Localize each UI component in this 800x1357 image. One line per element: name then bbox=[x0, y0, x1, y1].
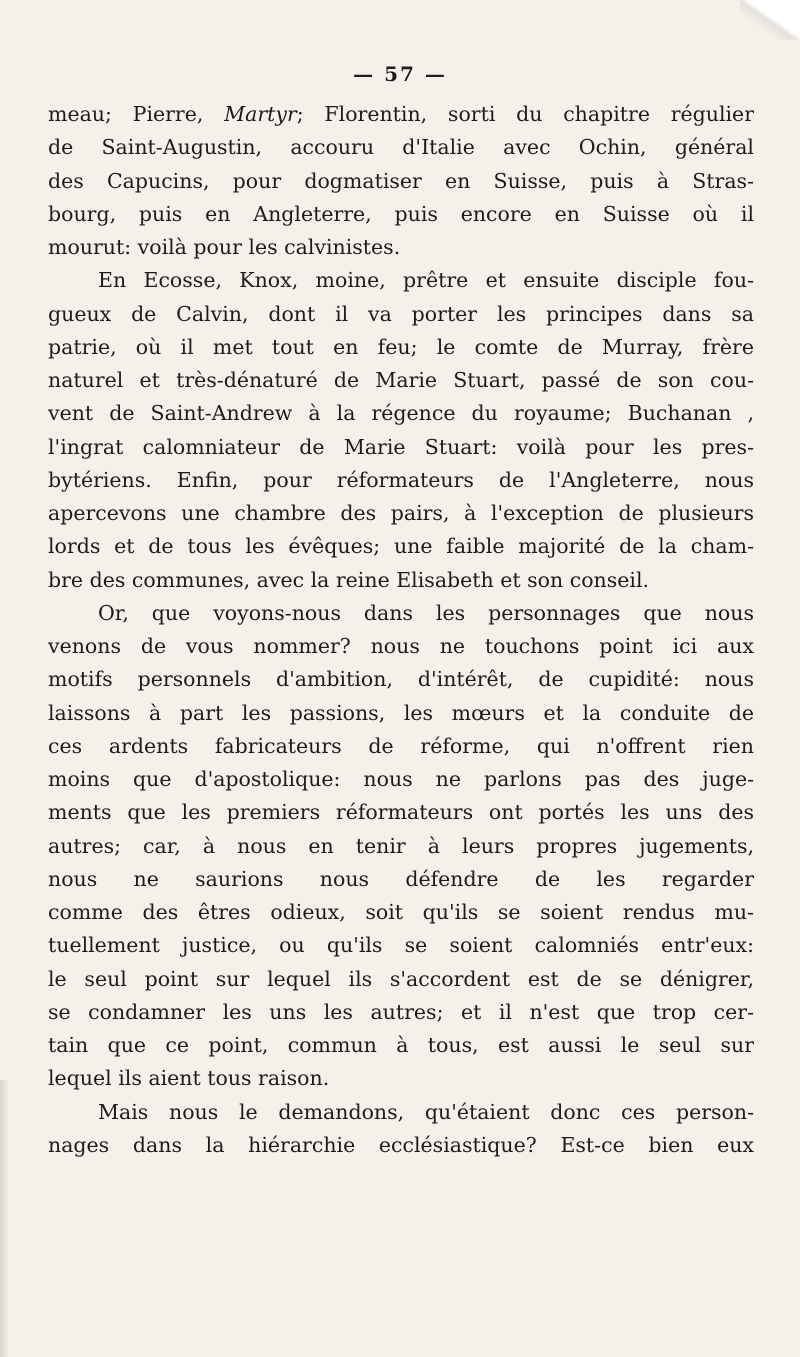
text-line: des Capucins, pour dogmatiser en Suisse, puis à Stras- bbox=[48, 168, 754, 193]
text-line: naturel et très-dénaturé de Marie Stuart, passé de son cou- bbox=[48, 368, 754, 392]
text-line: Mais nous le demandons, qu'étaient donc ces person- bbox=[98, 1099, 754, 1124]
text-line: de Saint-Augustin, accouru d'Italie avec Ochin, général bbox=[48, 135, 754, 160]
text-line: gueux de Calvin, dont il va porter les principes dans sa bbox=[48, 301, 754, 326]
text-line: lequel ils aient tous raison. bbox=[48, 1066, 330, 1091]
text-line: autres; car, à nous en tenir à leurs propres jugements, bbox=[48, 833, 754, 858]
text-line: mourut: voilà pour les calvinistes. bbox=[48, 235, 401, 259]
text-line: l'ingrat calomniateur de Marie Stuart: voilà pour les pres- bbox=[48, 434, 754, 459]
text-line: En Ecosse, Knox, moine, prêtre et ensuite disciple fou- bbox=[98, 268, 754, 293]
text-line: moins que d'apostolique: nous ne parlons pas des juge- bbox=[48, 767, 754, 791]
text-line: ments que les premiers réformateurs ont portés les uns des bbox=[48, 800, 754, 825]
page-corner-fold bbox=[740, 0, 800, 40]
text-line: se condamner les uns les autres; et il n'est que trop cer- bbox=[48, 999, 754, 1024]
text-line: lords et de tous les évêques; une faible majorité de la cham- bbox=[48, 534, 754, 559]
text-line: meau; Pierre, Martyr; Florentin, sorti du chapitre régulier bbox=[48, 102, 754, 126]
text-line: ces ardents fabricateurs de réforme, qui n'offrent rien bbox=[48, 733, 754, 758]
text-line: venons de vous nommer? nous ne touchons point ici aux bbox=[48, 634, 754, 658]
text-line: bre des communes, avec la reine Elisabeth et son conseil. bbox=[48, 567, 650, 592]
text-line: tain que ce point, commun à tous, est aussi le seul sur bbox=[48, 1033, 754, 1057]
text-line: Or, que voyons-nous dans les personnages que nous bbox=[98, 600, 754, 625]
text-line: bourg, puis en Angleterre, puis encore en Suisse où il bbox=[48, 201, 754, 226]
text-line: apercevons une chambre des pairs, à l'exception de plusieurs bbox=[48, 501, 754, 525]
text-line: motifs personnels d'ambition, d'intérêt, de cupidité: nous bbox=[48, 667, 754, 692]
text-line: bytériens. Enfin, pour réformateurs de l'Angleterre, nous bbox=[48, 467, 754, 492]
text-line: nages dans la hiérarchie ecclésiastique? Est-ce bien eux bbox=[48, 1132, 754, 1157]
page-edge-shadow bbox=[0, 1080, 8, 1357]
text-line: patrie, où il met tout en feu; le comte de Murray, frère bbox=[48, 334, 754, 359]
page-number: — 57 — bbox=[353, 62, 447, 86]
text-line: laissons à part les passions, les mœurs et la conduite de bbox=[48, 700, 754, 725]
text-line: nous ne saurions nous défendre de les regarder bbox=[48, 866, 754, 891]
body-text bbox=[48, 98, 754, 1162]
italic-name: Martyr bbox=[224, 102, 297, 126]
text-line: le seul point sur lequel ils s'accordent est de se dénigrer, bbox=[48, 966, 754, 991]
text-line: vent de Saint-Andrew à la régence du royaume; Buchanan , bbox=[48, 401, 754, 426]
text-line: comme des êtres odieux, soit qu'ils se soient rendus mu- bbox=[48, 900, 754, 924]
text-line: tuellement justice, ou qu'ils se soient calomniés entr'eux: bbox=[48, 933, 754, 958]
